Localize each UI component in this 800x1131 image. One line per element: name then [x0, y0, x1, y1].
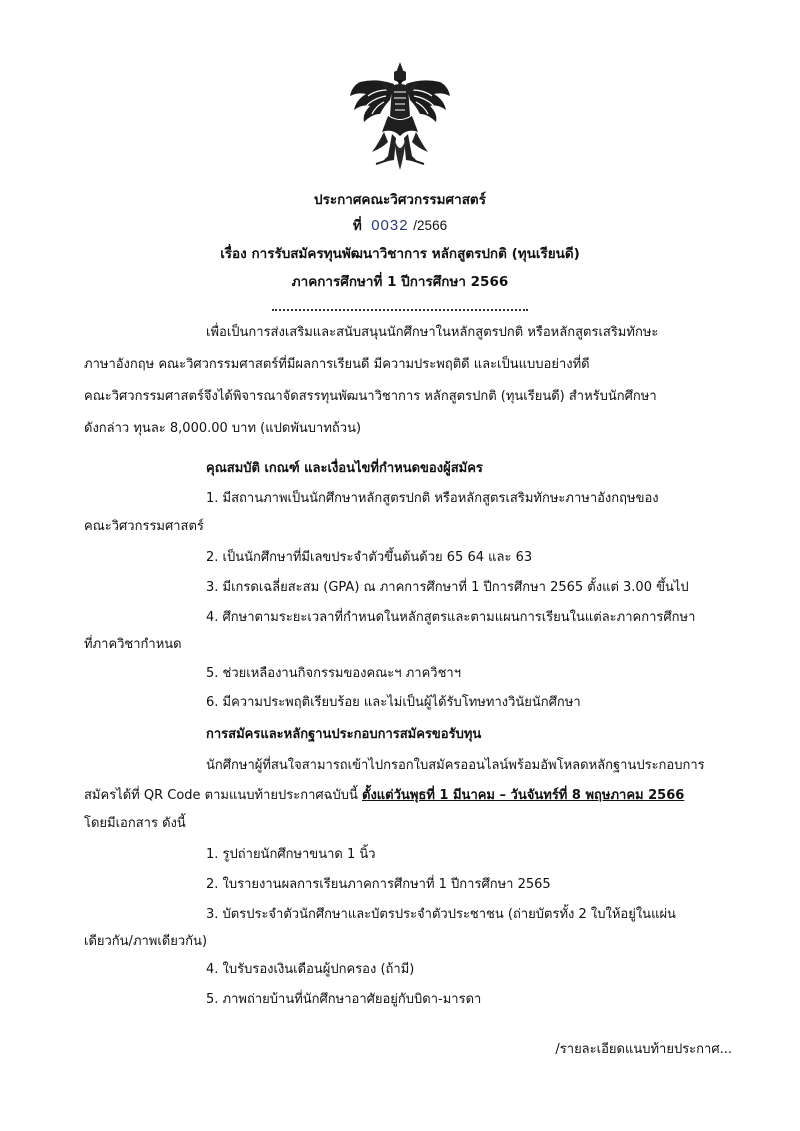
document-item-4: 4. ใบรับรองเงินเดือนผู้ปกครอง (ถ้ามี): [206, 962, 415, 977]
document-item-2: 2. ใบรายงานผลการเรียนภาคการศึกษาที่ 1 ปีการศึกษา 2565: [206, 877, 551, 892]
document-item-1: 1. รูปถ่ายนักศึกษาขนาด 1 นิ้ว: [206, 847, 376, 862]
application-para-text: สมัครได้ที่ QR Code ตามแนบท้ายประกาศฉบับนี้: [84, 788, 363, 803]
document-item-3: 3. บัตรประจำตัวนักศึกษาและบัตรประจำตัวประชาชน (ถ่ายบัตรทั้ง 2 ใบให้อยู่ในแผ่น: [206, 907, 676, 922]
qualification-item-1: 1. มีสถานภาพเป็นนักศึกษาหลักสูตรปกติ หรือหลักสูตรเสริมทักษะภาษาอังกฤษของ: [206, 491, 659, 506]
intro-line-1: เพื่อเป็นการส่งเสริมและสนับสนุนนักศึกษาในหลักสูตรปกติ หรือหลักสูตรเสริมทักษะ: [206, 325, 659, 340]
qualification-item-4: 4. ศึกษาตามระยะเวลาที่กำหนดในหลักสูตรและตามแผนการเรียนในแต่ละภาคการศึกษา: [206, 610, 696, 625]
application-para-line-2: [84, 787, 684, 805]
document-number: [0, 214, 800, 236]
garuda-emblem-icon: [348, 60, 452, 172]
announcement-term: ภาคการศึกษาที่ 1 ปีการศึกษา 2566: [291, 274, 509, 290]
announcement-subject: เรื่อง การรับสมัครทุนพัฒนาวิชาการ หลักสูตรปกติ (ทุนเรียนดี): [220, 246, 580, 262]
qualification-item-6: 6. มีความประพฤติเรียบร้อย และไม่เป็นผู้ได้รับโทษทางวินัยนักศึกษา: [206, 695, 581, 710]
application-para-line-3: โดยมีเอกสาร ดังนี้: [84, 816, 186, 831]
application-para-line-1: นักศึกษาผู้ที่สนใจสามารถเข้าไปกรอกใบสมัครออนไลน์พร้อมอัพโหลดหลักฐานประกอบการ: [206, 758, 705, 773]
qualification-item-4-cont: ที่ภาควิชากำหนด: [84, 637, 182, 652]
qualification-item-5: 5. ช่วยเหลืองานกิจกรรมของคณะฯ ภาควิชาฯ: [206, 666, 461, 681]
qualification-item-2: 2. เป็นนักศึกษาที่มีเลขประจำตัวขึ้นต้นด้วย 65 64 และ 63: [206, 550, 533, 565]
qualifications-heading: คุณสมบัติ เกณฑ์ และเงื่อนไขที่กำหนดของผู้สมัคร: [206, 461, 483, 476]
number-year: /2566: [413, 218, 448, 233]
qualification-item-1-cont: คณะวิศวกรรมศาสตร์: [84, 519, 204, 534]
number-value: 0032: [371, 217, 409, 234]
header-divider: [272, 309, 528, 311]
intro-line-4: ดังกล่าว ทุนละ 8,000.00 บาท (แปดพันบาทถ้วน): [84, 421, 362, 436]
application-period: ตั้งแต่วันพุธที่ 1 มีนาคม – วันจันทร์ที่ 8 พฤษภาคม 2566: [362, 788, 685, 803]
number-prefix: ที่: [352, 218, 362, 234]
announcement-title: ประกาศคณะวิศวกรรมศาสตร์: [314, 192, 486, 208]
continuation-note: /รายละเอียดแนบท้ายประกาศ...: [555, 1042, 732, 1057]
document-item-5: 5. ภาพถ่ายบ้านที่นักศึกษาอาศัยอยู่กับบิดา-มารดา: [206, 992, 482, 1007]
intro-line-3: คณะวิศวกรรมศาสตร์จึงได้พิจารณาจัดสรรทุนพัฒนาวิชาการ หลักสูตรปกติ (ทุนเรียนดี) สำหรับนักศึกษา: [84, 389, 657, 404]
application-heading: การสมัครและหลักฐานประกอบการสมัครขอรับทุน: [206, 727, 482, 742]
document-item-3-cont: เดียวกัน/ภาพเดียวกัน): [84, 934, 208, 949]
intro-line-2: ภาษาอังกฤษ คณะวิศวกรรมศาสตร์ที่มีผลการเรียนดี มีความประพฤติดี และเป็นแบบอย่างที่ดี: [84, 357, 590, 372]
qualification-item-3: 3. มีเกรดเฉลี่ยสะสม (GPA) ณ ภาคการศึกษาที่ 1 ปีการศึกษา 2565 ตั้งแต่ 3.00 ขึ้นไป: [206, 580, 689, 595]
